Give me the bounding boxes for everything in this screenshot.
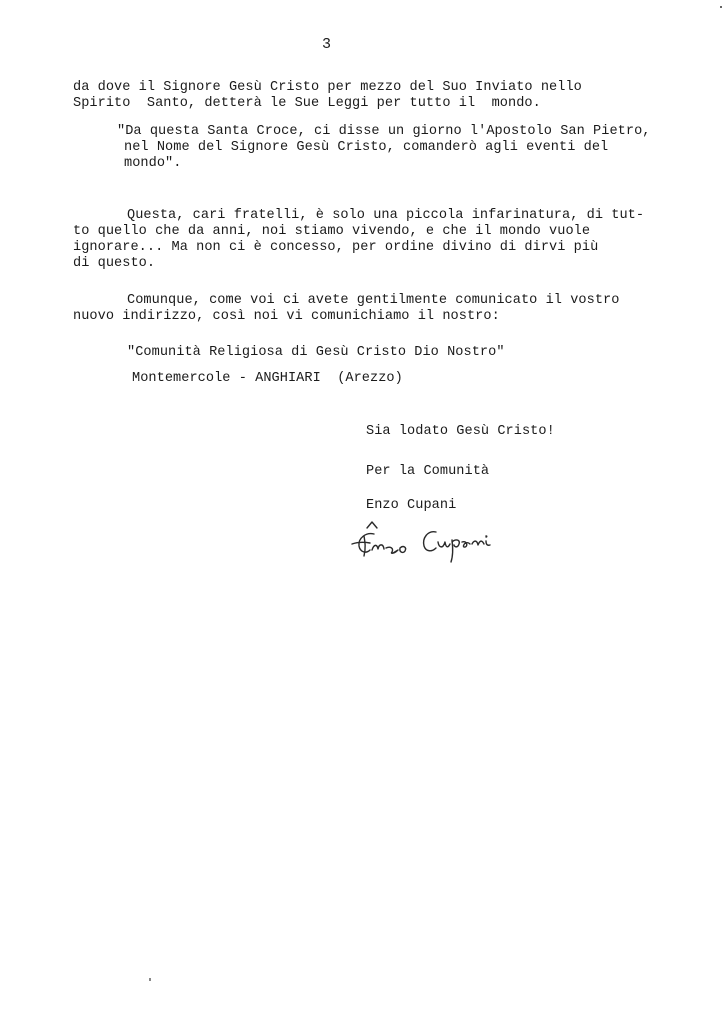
paragraph-1-line-1: da dove il Signore Gesù Cristo per mezzo del Suo Inviato nello <box>73 80 582 95</box>
address-name: "Comunità Religiosa di Gesù Cristo Dio Nostro" <box>127 345 505 360</box>
paragraph-1-line-2: Spirito Santo, detterà le Sue Leggi per tutto il mondo. <box>73 96 541 111</box>
handwritten-signature <box>350 518 500 564</box>
address-location: Montemercole - ANGHIARI (Arezzo) <box>132 371 403 386</box>
closing-signer: Enzo Cupani <box>366 498 457 513</box>
paragraph-3-line-1: Comunque, come voi ci avete gentilmente comunicato il vostro <box>127 293 620 308</box>
corner-mark <box>720 6 722 8</box>
signature-strokes <box>350 518 500 564</box>
quote-line-1: "Da questa Santa Croce, ci disse un giorno l'Apostolo San Pietro, <box>117 124 651 139</box>
paragraph-3-line-2: nuovo indirizzo, così noi vi comunichiamo il nostro: <box>73 309 500 324</box>
paragraph-2-line-3: ignorare... Ma non ci è concesso, per ordine divino di dirvi più <box>73 240 599 255</box>
closing-blessing: Sia lodato Gesù Cristo! <box>366 424 555 439</box>
paragraph-2-line-4: di questo. <box>73 256 156 271</box>
paragraph-2-line-1: Questa, cari fratelli, è solo una piccola infarinatura, di tut- <box>127 208 645 223</box>
paragraph-2-line-2: to quello che da anni, noi stiamo vivendo, e che il mondo vuole <box>73 224 591 239</box>
page-number: 3 <box>322 36 332 53</box>
quote-line-3: mondo". <box>124 156 182 171</box>
scan-speck <box>149 978 151 981</box>
quote-line-2: nel Nome del Signore Gesù Cristo, comanderò agli eventi del <box>124 140 609 155</box>
closing-on-behalf: Per la Comunità <box>366 464 490 479</box>
